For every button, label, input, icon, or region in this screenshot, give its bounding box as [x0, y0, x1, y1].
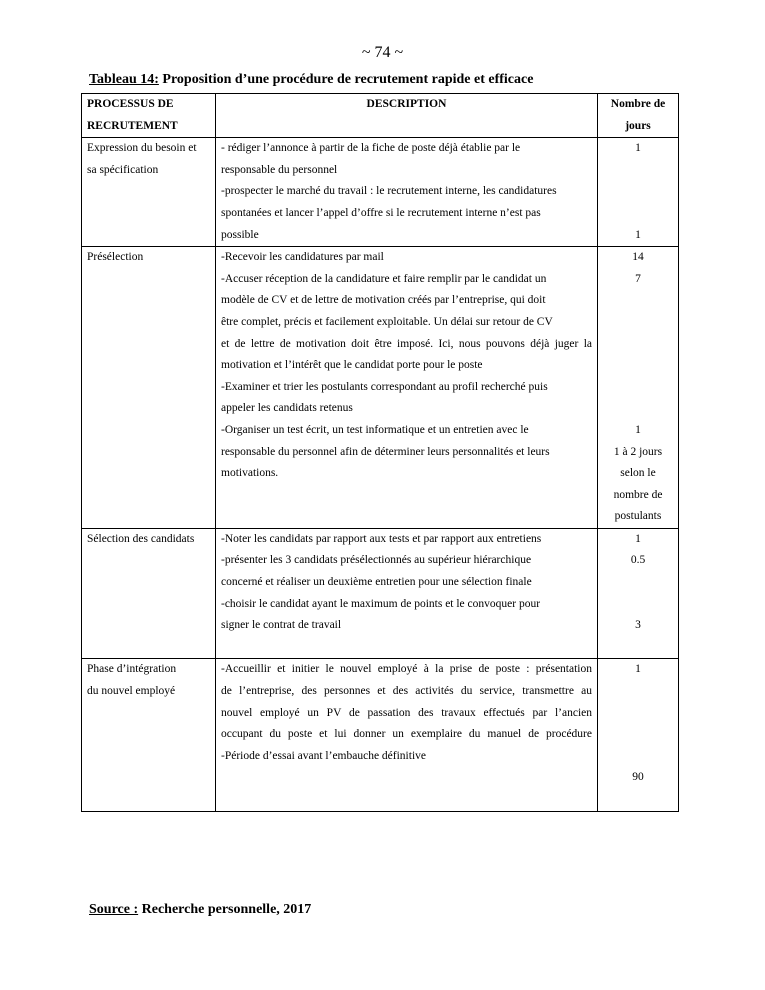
cell-jours-line	[603, 703, 673, 725]
cell-description-line: de l’entreprise, des personnes et des activités du service, transmettre au	[221, 685, 592, 698]
cell-processus-line: Présélection	[87, 251, 144, 264]
cell-description-line: motivation et l’intérêt que le candidat porte pour le poste	[221, 359, 483, 372]
cell-description-line: -présenter les 3 candidats présélectionnés au supérieur hiérarchique	[221, 554, 532, 567]
cell-description-line: -prospecter le marché du travail : le recrutement interne, les candidatures	[221, 185, 557, 198]
table-row	[82, 659, 679, 811]
cell-processus	[82, 138, 216, 247]
cell-jours-line: 0.5	[630, 554, 646, 567]
cell-processus	[82, 659, 216, 811]
cell-jours-line: selon le	[620, 467, 656, 480]
cell-jours-line	[603, 398, 673, 420]
cell-description-line	[221, 789, 592, 811]
table-row	[82, 138, 679, 247]
cell-description-line: -Organiser un test écrit, un test informatique et un entretien avec le	[221, 423, 529, 436]
cell-processus-line: Phase d’intégration	[87, 663, 177, 676]
cell-jours	[598, 138, 679, 247]
cell-jours-line	[603, 203, 673, 225]
cell-jours-line	[603, 181, 673, 203]
header-processus-line: RECRUTEMENT	[87, 119, 178, 132]
cell-description-line: possible	[221, 228, 259, 241]
cell-jours	[598, 659, 679, 811]
cell-description-line: nouvel employé un PV de passation des travaux effectués par l’ancien	[221, 706, 592, 719]
cell-processus-line: Sélection des candidats	[87, 532, 195, 545]
cell-jours-line: 1 à 2 jours	[613, 445, 663, 458]
cell-description-line: -Accuser réception de la candidature et faire remplir par le candidat un	[221, 272, 547, 285]
cell-jours-line	[603, 355, 673, 377]
cell-jours-line	[603, 572, 673, 594]
cell-description-line: être complet, précis et facilement exploitable. Un délai sur retour de CV	[221, 315, 553, 328]
header-processus-line: PROCESSUS DE	[87, 98, 174, 110]
recruitment-procedure-table	[81, 93, 679, 812]
header-description	[216, 94, 598, 138]
cell-jours-line	[603, 681, 673, 703]
cell-jours-line	[603, 312, 673, 334]
cell-description-line: - rédiger l’annonce à partir de la fiche de poste déjà établie par le	[221, 142, 521, 155]
table-title-label: Tableau 14:	[89, 72, 159, 87]
cell-jours-line	[603, 724, 673, 746]
cell-jours	[598, 528, 679, 659]
cell-description-line: -Examiner et trier les postulants correspondant au profil recherché puis	[221, 380, 548, 393]
table-row	[82, 247, 679, 529]
cell-jours-line: postulants	[614, 510, 662, 523]
cell-jours-line: 1	[635, 142, 641, 155]
cell-jours-line: 1	[635, 228, 641, 241]
source-text: Recherche personnelle, 2017	[138, 902, 312, 917]
cell-description-line: appeler les candidats retenus	[221, 402, 353, 415]
cell-jours-line: 1	[635, 663, 641, 676]
table-row	[82, 528, 679, 659]
cell-jours-line: 90	[632, 771, 644, 784]
cell-description-line: responsable du personnel	[221, 163, 338, 176]
cell-description	[216, 138, 598, 247]
cell-jours-line	[603, 746, 673, 768]
cell-processus-line: du nouvel employé	[87, 685, 176, 698]
cell-processus	[82, 528, 216, 659]
table-title	[89, 72, 533, 88]
cell-jours-line	[603, 789, 673, 811]
cell-jours-line: 3	[635, 619, 641, 632]
cell-description	[216, 247, 598, 529]
cell-jours-line	[603, 160, 673, 182]
cell-description-line: -Recevoir les candidatures par mail	[221, 251, 384, 264]
cell-description-line: modèle de CV et de lettre de motivation créés par l’entreprise, qui doit	[221, 294, 546, 307]
cell-processus-line: sa spécification	[87, 163, 159, 176]
cell-description-line	[221, 637, 592, 659]
source-label: Source :	[89, 902, 139, 917]
source-note	[89, 902, 311, 918]
cell-description	[216, 528, 598, 659]
cell-processus	[82, 247, 216, 529]
header-description-text: DESCRIPTION	[366, 98, 447, 110]
cell-jours-line: 7	[635, 272, 641, 285]
cell-description-line: -Période d’essai avant l’embauche définitive	[221, 749, 427, 762]
cell-processus-line: Expression du besoin et	[87, 142, 197, 155]
cell-jours-line: nombre de	[613, 488, 663, 501]
header-processus	[82, 94, 216, 138]
cell-description-line: -Noter les candidats par rapport aux tests et par rapport aux entretiens	[221, 532, 542, 545]
cell-description-line: et de lettre de motivation doit être imposé. Ici, nous pouvons déjà juger la	[221, 337, 592, 350]
table-title-text: Proposition d’une procédure de recrutement rapide et efficace	[158, 72, 534, 87]
header-jours	[598, 94, 679, 138]
cell-jours-line: 14	[632, 251, 644, 264]
cell-description-line	[221, 767, 592, 789]
cell-description-line: signer le contrat de travail	[221, 619, 342, 632]
cell-jours-line	[603, 334, 673, 356]
cell-description-line: responsable du personnel afin de déterminer leurs personnalités et leurs	[221, 445, 550, 458]
cell-jours-line	[603, 290, 673, 312]
cell-jours-line	[603, 637, 673, 659]
table-header-row	[82, 94, 679, 138]
table-body	[82, 138, 679, 811]
cell-description-line: -choisir le candidat ayant le maximum de points et le convoquer pour	[221, 597, 541, 610]
header-jours-line: jours	[625, 119, 651, 132]
cell-description-line: occupant du poste et lui donner un exemplaire du manuel de procédure	[221, 728, 592, 741]
page-number: ~ 74 ~	[361, 44, 404, 61]
cell-description-line: -Accueillir et initier le nouvel employé à la prise de poste : présentation	[221, 663, 592, 676]
cell-description-line: spontanées et lancer l’appel d’offre si le recrutement interne n’est pas	[221, 206, 541, 219]
cell-description-line: concerné et réaliser un deuxième entretien pour une sélection finale	[221, 576, 532, 589]
cell-description	[216, 659, 598, 811]
header-jours-line: Nombre de	[610, 98, 666, 110]
cell-description-line: motivations.	[221, 467, 279, 480]
cell-jours-line: 1	[635, 532, 641, 545]
cell-jours	[598, 247, 679, 529]
cell-jours-line: 1	[635, 423, 641, 436]
cell-jours-line	[603, 377, 673, 399]
cell-jours-line	[603, 594, 673, 616]
